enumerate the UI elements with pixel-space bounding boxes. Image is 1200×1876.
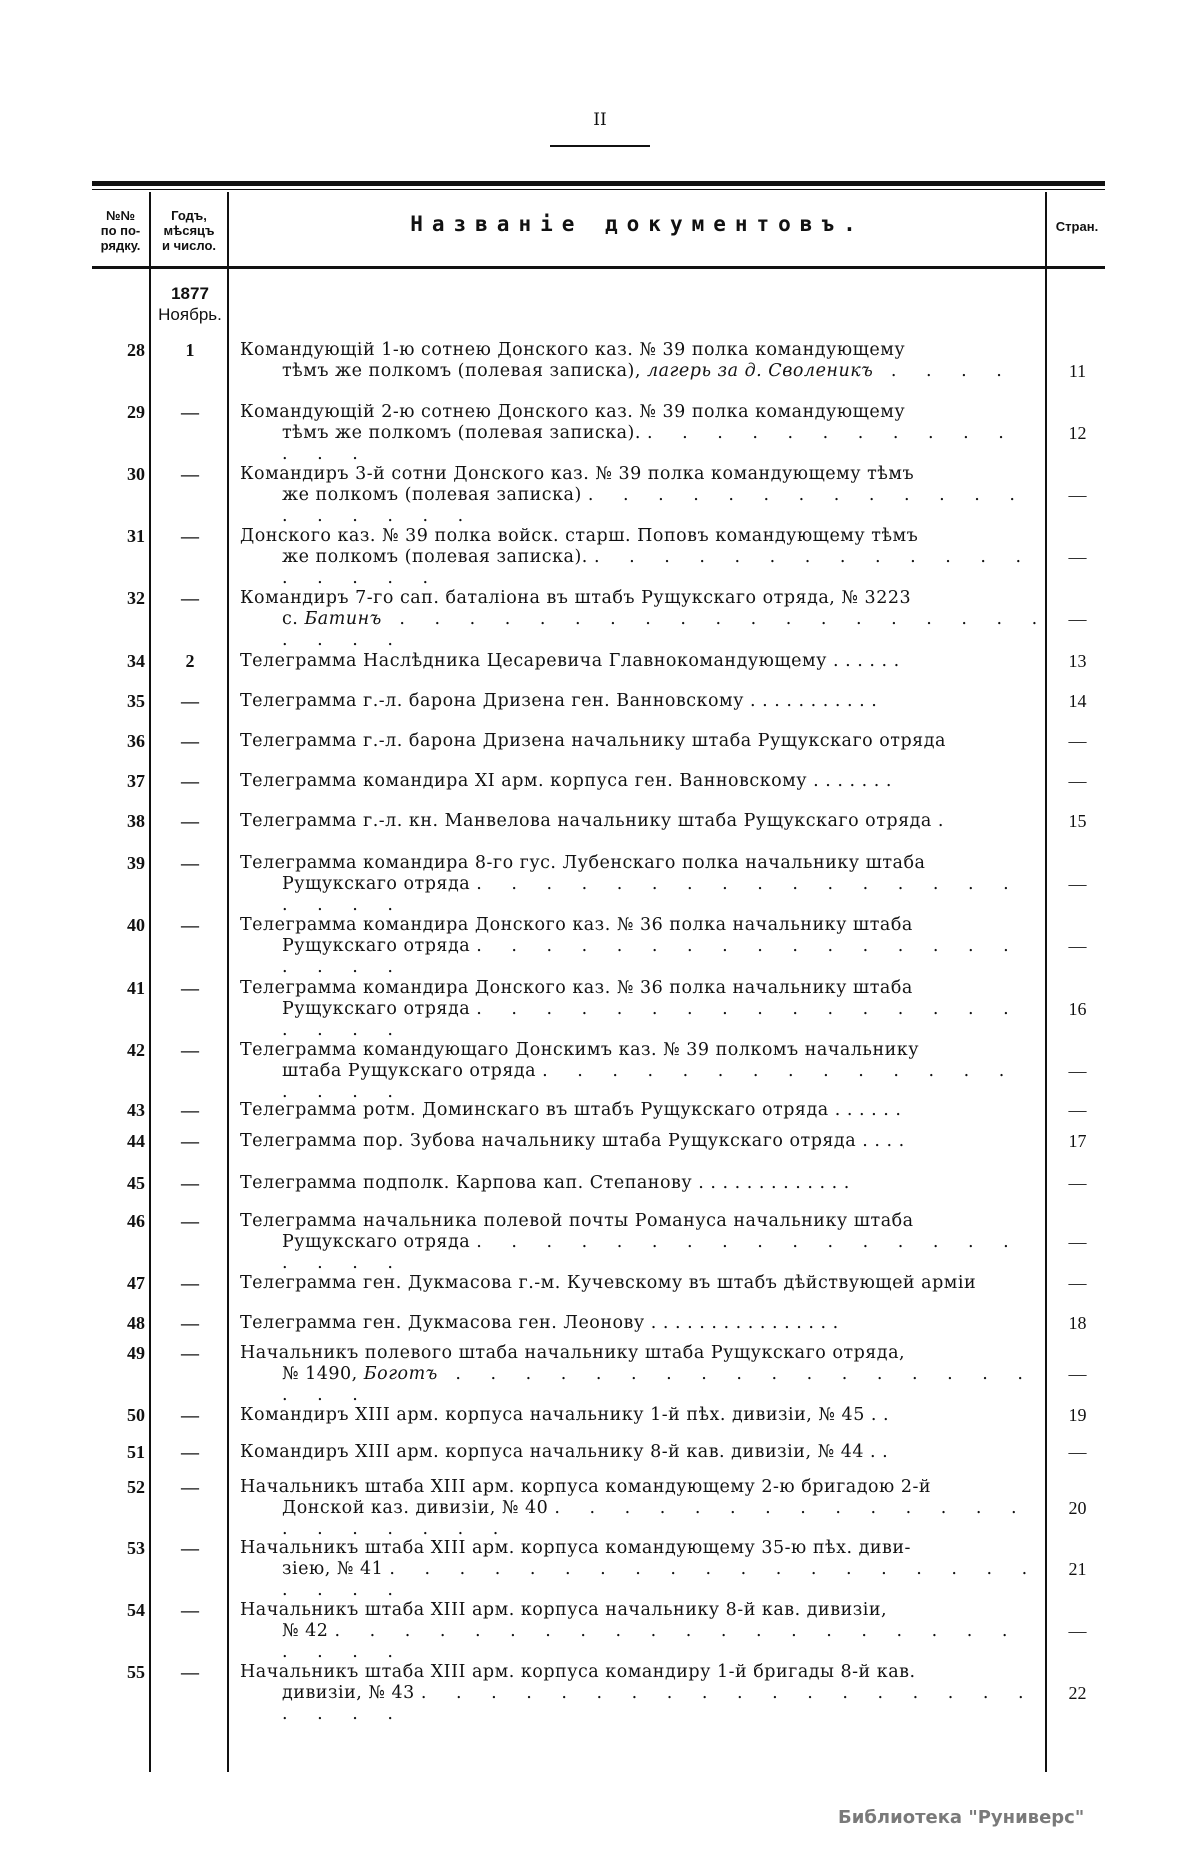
page-number-rule — [550, 145, 650, 147]
dot-leader: . . . . . . . . . . . . . . . . . . . . — [282, 936, 1021, 977]
description-line-1: Командующій 2-ю сотнею Донского каз. № 39 полка командующему — [240, 402, 906, 422]
row-number: 45 — [127, 1173, 145, 1193]
row-description — [240, 340, 1050, 382]
row-description — [240, 1040, 1050, 1103]
line-2-text: Рущукскаго отряда — [282, 1232, 477, 1252]
row-page: 21 — [1068, 1559, 1087, 1579]
description-line-2 — [240, 1232, 1050, 1274]
row-number: 36 — [127, 731, 145, 751]
line-2-text: штаба Рущукскаго отряда — [282, 1061, 543, 1081]
row-description — [240, 526, 1050, 589]
row-description — [240, 731, 1050, 752]
row-date: — — [181, 1211, 199, 1231]
row-page: 13 — [1068, 651, 1087, 671]
row-number: 46 — [127, 1211, 145, 1231]
row-description — [240, 1477, 1050, 1540]
dot-leader: . . . . . . . . . . . . . . . . . . . . — [282, 1232, 1021, 1273]
row-number: 37 — [127, 771, 145, 791]
row-number: 49 — [127, 1343, 145, 1363]
description-line-1: Телеграмма начальника полевой почты Романуса начальнику штаба — [240, 1211, 914, 1231]
row-number: 38 — [127, 811, 145, 831]
row-date: — — [181, 1040, 199, 1060]
row-description — [240, 1173, 1050, 1194]
description-line-2 — [240, 485, 1050, 527]
description-line-2 — [240, 1621, 1050, 1663]
description-line-1: Телеграмма г.-л. кн. Манвелова начальнику штаба Рущукскаго отряда . — [240, 811, 944, 831]
row-number: 40 — [127, 915, 145, 935]
table-top-rule — [92, 181, 1105, 186]
description-line-2 — [240, 1061, 1050, 1103]
description-line-1: Телеграмма командующаго Донскимъ каз. № 39 полкомъ начальнику — [240, 1040, 920, 1060]
row-description — [240, 588, 1050, 651]
row-number: 42 — [127, 1040, 145, 1060]
description-line-1: Начальникъ штаба XIII арм. корпуса начальнику 8-й кав. дивизіи, — [240, 1600, 888, 1620]
row-description — [240, 691, 1050, 712]
row-page: — — [1068, 1100, 1087, 1120]
row-date: — — [181, 1405, 199, 1425]
row-date: — — [181, 978, 199, 998]
line-2-text: дивизіи, № 43 — [282, 1683, 421, 1703]
row-date: — — [181, 771, 199, 791]
description-line-1: Командиръ 7-го сап. баталіона въ штабъ Рущукскаго отряда, № 3223 — [240, 588, 912, 608]
description-line-1: Командиръ XIII арм. корпуса начальнику 8-й кав. дивизіи, № 44 . . — [240, 1442, 889, 1462]
dot-leader: . . . . . . . . . . . . . . . . . . . . . . — [282, 1683, 1036, 1724]
row-page: — — [1068, 731, 1087, 751]
row-page: — — [1068, 771, 1087, 791]
dot-leader: . . . . . . . . . . . . . . . . . . — [282, 547, 1034, 588]
description-line-1: Начальникъ штаба XIII арм. корпуса командующему 35-ю пѣх. диви- — [240, 1538, 911, 1558]
watermark: Библиотека "Руниверс" — [838, 1807, 1085, 1828]
row-page: 17 — [1068, 1131, 1087, 1151]
row-date: — — [181, 1662, 199, 1682]
description-line-2 — [240, 874, 1050, 916]
row-date: — — [181, 1313, 199, 1333]
row-page: 12 — [1068, 423, 1087, 443]
row-page: 14 — [1068, 691, 1087, 711]
row-description — [240, 853, 1050, 916]
header-date-line: мѣсяцъ — [163, 223, 215, 238]
row-number: 34 — [127, 651, 145, 671]
header-title: Названіе документовъ. — [410, 212, 865, 236]
line-2-text: № 42 — [282, 1621, 335, 1641]
year: 1877 — [171, 284, 209, 303]
header-num-line: по по- — [100, 223, 141, 238]
row-description — [240, 1538, 1050, 1601]
row-description — [240, 464, 1050, 527]
description-line-1: Телеграмма г.-л. барона Дризена начальнику штаба Рущукскаго отряда — [240, 731, 946, 751]
row-description — [240, 1131, 1050, 1152]
dot-leader: . . . . . . . . . . . . . . . . . . . . . . . — [282, 609, 1050, 650]
row-number: 35 — [127, 691, 145, 711]
row-page: — — [1068, 1364, 1087, 1384]
description-line-1: Начальникъ полевого штаба начальнику штаба Рущукскаго отряда, — [240, 1343, 906, 1363]
line-2-text: Рущукскаго отряда — [282, 874, 477, 894]
description-line-1: Телеграмма ротм. Доминскаго въ штабъ Рущукскаго отряда . . . . . . — [240, 1100, 902, 1120]
dot-leader: . . . . — [873, 361, 1014, 381]
line-2-text: зіею, № 41 — [282, 1559, 390, 1579]
dot-leader: . . . . . . . . . . . . . . . . . . . . . — [282, 1498, 1029, 1539]
row-description — [240, 1662, 1050, 1725]
row-number: 43 — [127, 1100, 145, 1120]
row-date: 1 — [185, 340, 195, 360]
row-page: 11 — [1068, 361, 1087, 381]
description-line-1: Телеграмма Наслѣдника Цесаревича Главнокомандующему . . . . . . — [240, 651, 900, 671]
description-line-1: Телеграмма пор. Зубова начальнику штаба Рущукскаго отряда . . . . — [240, 1131, 905, 1151]
page-number: II — [593, 110, 607, 130]
row-page: — — [1068, 1173, 1087, 1193]
row-number: 39 — [127, 853, 145, 873]
row-date: — — [181, 588, 199, 608]
dot-leader: . . . . . . . . . . . . . . . . . . . . — [282, 1364, 1035, 1405]
month: Ноябрь. — [158, 305, 222, 324]
row-number: 54 — [127, 1600, 145, 1620]
row-page: — — [1068, 874, 1087, 894]
row-page: — — [1068, 1273, 1087, 1293]
row-page: — — [1068, 1442, 1087, 1462]
row-date: — — [181, 526, 199, 546]
row-description — [240, 1211, 1050, 1274]
row-page: 18 — [1068, 1313, 1087, 1333]
description-line-1: Телеграмма командира Донского каз. № 36 полка начальнику штаба — [240, 978, 913, 998]
row-number: 31 — [127, 526, 145, 546]
row-number: 52 — [127, 1477, 145, 1497]
row-number: 29 — [127, 402, 145, 422]
description-line-2 — [240, 1364, 1050, 1406]
row-page: — — [1068, 1232, 1087, 1252]
description-line-1: Телеграмма командира Донского каз. № 36 полка начальнику штаба — [240, 915, 913, 935]
line-2-text: же полкомъ (полевая записка) — [282, 485, 588, 505]
row-page: — — [1068, 485, 1087, 505]
row-description — [240, 1442, 1050, 1463]
line-2-text: № 1490, — [282, 1364, 364, 1384]
row-description — [240, 1273, 1050, 1294]
description-line-2 — [240, 1559, 1050, 1601]
dot-leader: . . . . . . . . . . . . . . . . . . . — [282, 485, 1027, 526]
row-number: 44 — [127, 1131, 145, 1151]
row-page: — — [1068, 1621, 1087, 1641]
row-description — [240, 1600, 1050, 1663]
description-line-1: Телеграмма командира 8-го гус. Лубенскаго полка начальнику штаба — [240, 853, 926, 873]
description-line-1: Командиръ 3-й сотни Донского каз. № 39 полка командующему тѣмъ — [240, 464, 915, 484]
row-date: — — [181, 464, 199, 484]
row-date: — — [181, 1538, 199, 1558]
row-page: 19 — [1068, 1405, 1087, 1425]
year-label — [152, 283, 228, 325]
row-number: 50 — [127, 1405, 145, 1425]
description-line-1: Телеграмма подполк. Карпова кап. Степанову . . . . . . . . . . . . . — [240, 1173, 850, 1193]
row-description — [240, 811, 1050, 832]
row-page: — — [1068, 547, 1087, 567]
dot-leader: . . . . . . . . . . . . . . . . . . . . . . . . — [282, 1621, 1020, 1662]
row-date: — — [181, 402, 199, 422]
italic-name: Батинъ — [304, 609, 382, 629]
description-line-1: Телеграмма командира XI арм. корпуса ген. Ванновскому . . . . . . . — [240, 771, 892, 791]
header-num-line: рядку. — [100, 238, 141, 253]
row-page: 20 — [1068, 1498, 1087, 1518]
header-page: Стран. — [1055, 219, 1099, 234]
line-2-text: тѣмъ же полкомъ (полевая записка), — [282, 361, 647, 381]
description-line-1: Телеграмма ген. Дукмасова ген. Леонову . . . . . . . . . . . . . . . . — [240, 1313, 839, 1333]
description-line-2 — [240, 999, 1050, 1041]
row-page: — — [1068, 936, 1087, 956]
row-date: — — [181, 1600, 199, 1620]
line-2-text: Донской каз. дивизіи, № 40 — [282, 1498, 555, 1518]
row-number: 28 — [127, 340, 145, 360]
row-description — [240, 978, 1050, 1041]
row-description — [240, 402, 1050, 465]
row-date: — — [181, 1173, 199, 1193]
description-line-1: Начальникъ штаба XIII арм. корпуса командующему 2-ю бригадою 2-й — [240, 1477, 932, 1497]
header-date-line: и число. — [161, 238, 216, 253]
description-line-1: Командиръ XIII арм. корпуса начальнику 1-й пѣх. дивизіи, № 45 . . — [240, 1405, 890, 1425]
dot-leader: . . . . . . . . . . . . . . . . . . . . — [282, 999, 1021, 1040]
row-description — [240, 1313, 1050, 1334]
description-line-2 — [240, 1683, 1050, 1725]
description-line-2 — [240, 1498, 1050, 1540]
row-date: — — [181, 1100, 199, 1120]
dot-leader: . . . . . . . . . . . . . . . . . . . . — [282, 874, 1021, 915]
row-description — [240, 771, 1050, 792]
row-number: 32 — [127, 588, 145, 608]
description-line-2 — [240, 609, 1050, 651]
description-line-2 — [240, 423, 1050, 465]
row-date: — — [181, 853, 199, 873]
description-line-1: Телеграмма г.-л. барона Дризена ген. Ванновскому . . . . . . . . . . . — [240, 691, 878, 711]
italic-name: лагерь за д. Своленикъ — [646, 361, 874, 381]
row-number: 53 — [127, 1538, 145, 1558]
column-divider-num — [149, 192, 151, 1772]
row-description — [240, 651, 1050, 672]
row-date: — — [181, 1343, 199, 1363]
row-page: — — [1068, 609, 1087, 629]
table-top-rule-thin — [92, 189, 1105, 190]
row-number: 48 — [127, 1313, 145, 1333]
header-date-line: Годъ, — [171, 208, 207, 223]
line-2-text: с. — [282, 609, 305, 629]
row-date: — — [181, 915, 199, 935]
row-date: — — [181, 1477, 199, 1497]
row-number: 55 — [127, 1662, 145, 1682]
row-number: 41 — [127, 978, 145, 998]
row-page: 16 — [1068, 999, 1087, 1019]
row-number: 30 — [127, 464, 145, 484]
dot-leader: . . . . . . . . . . . . . . — [282, 423, 1016, 464]
row-description — [240, 1343, 1050, 1406]
row-date: — — [181, 1131, 199, 1151]
row-date: — — [181, 691, 199, 711]
row-page: 22 — [1068, 1683, 1087, 1703]
row-date: — — [181, 731, 199, 751]
description-line-1: Командующій 1-ю сотнею Донского каз. № 39 полка командующему — [240, 340, 906, 360]
description-line-2 — [240, 361, 1050, 382]
row-date: — — [181, 811, 199, 831]
row-date: 2 — [185, 651, 195, 671]
line-2-text: Рущукскаго отряда — [282, 999, 477, 1019]
row-number: 51 — [127, 1442, 145, 1462]
description-line-1: Телеграмма ген. Дукмасова г.-м. Кучевскому въ штабъ дѣйствующей арміи — [240, 1273, 977, 1293]
row-date: — — [181, 1442, 199, 1462]
row-number: 47 — [127, 1273, 145, 1293]
header-num — [92, 208, 149, 253]
row-page: 15 — [1068, 811, 1087, 831]
line-2-text: же полкомъ (полевая записка). — [282, 547, 594, 567]
italic-name: Боготъ — [363, 1364, 438, 1384]
row-description — [240, 1100, 1050, 1121]
row-description — [240, 915, 1050, 978]
dot-leader: . . . . . . . . . . . . . . . . . . . . . . . — [282, 1559, 1040, 1600]
header-num-line: №№ — [106, 208, 135, 223]
line-2-text: тѣмъ же полкомъ (полевая записка). — [282, 423, 647, 443]
header-date — [151, 208, 227, 253]
row-page: — — [1068, 1061, 1087, 1081]
description-line-1: Донского каз. № 39 полка войск. старш. Поповъ командующему тѣмъ — [240, 526, 919, 546]
description-line-1: Начальникъ штаба XIII арм. корпуса командиру 1-й бригады 8-й кав. — [240, 1662, 916, 1682]
description-line-2 — [240, 936, 1050, 978]
line-2-text: Рущукскаго отряда — [282, 936, 477, 956]
description-line-2 — [240, 547, 1050, 589]
header-bottom-rule — [92, 266, 1105, 269]
row-date: — — [181, 1273, 199, 1293]
dot-leader: . . . . . . . . . . . . . . . . . . — [282, 1061, 1017, 1102]
row-description — [240, 1405, 1050, 1426]
